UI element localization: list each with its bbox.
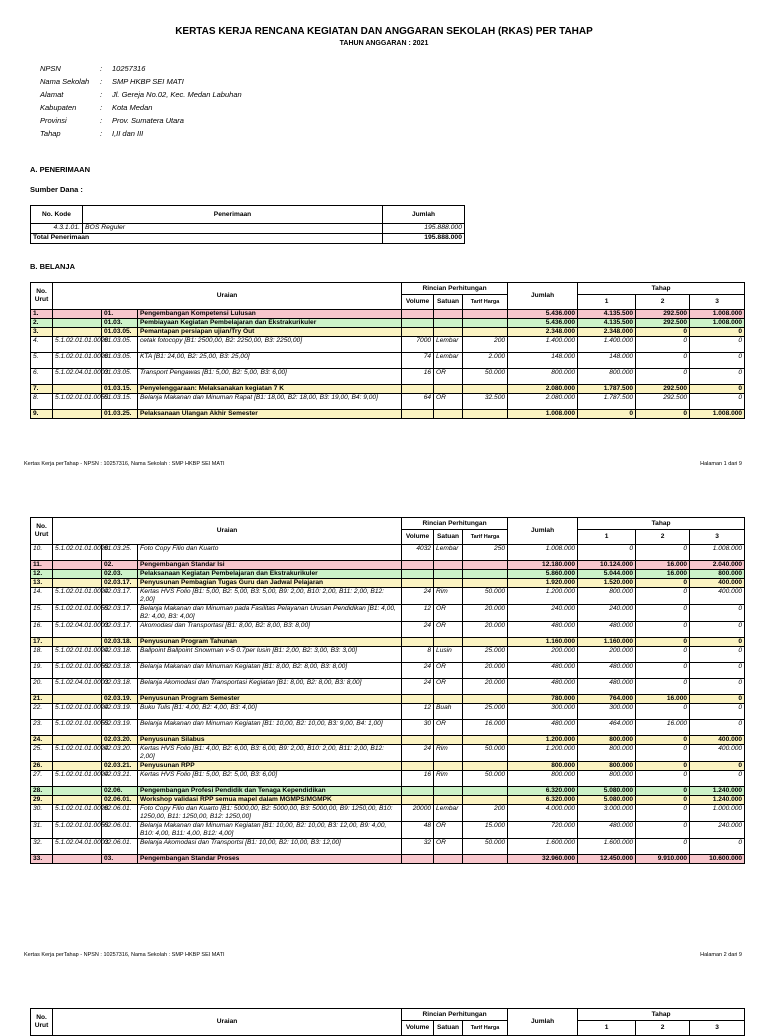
col-header: No. Kode <box>31 206 83 224</box>
table-row: 15. 5.1.02.01.01.0055 02.03.17. Belanja Makanan dan Minuman pada Fasilitas Pelayanan Urusan Pendidikan [B1: 4,00, B2: 4,00, B3: 4,00] 12 OR 20.000 240.000 240.000 0 0 <box>31 605 745 622</box>
col-header: Volume <box>402 295 434 310</box>
col-header: Penerimaan <box>83 206 383 224</box>
belanja-table-page-2 <box>30 517 745 864</box>
info-row: Nama Sekolah : SMP HKBP SEI MATI <box>40 77 184 86</box>
table-row: 14. 5.1.02.01.01.0024 02.03.17. Kertas HVS Folio [B1: 5,00, B2: 5,00, B3: 5,00, B9: 2,00, B10: 2,00, B11: 2,00, B12: 2,00] 24 Rim 50.000 1.200.000 800.000 0 400.000 <box>31 588 745 605</box>
col-header: 2 <box>636 1021 690 1036</box>
col-header: Volume <box>402 1021 434 1036</box>
col-header: Volume <box>402 530 434 545</box>
table-row: 7. 01.03.15. Penyelenggaraan: Melaksanakan kegiatan 7 K 2.080.000 1.787.500 292.500 0 <box>31 385 745 394</box>
page-footer: Kertas Kerja perTahap - NPSN : 10257316, Nama Sekolah : SMP HKBP SEI MATI Halaman 1 dari 9 <box>24 461 742 467</box>
col-header: 1 <box>578 530 636 545</box>
table-row: 26. 02.03.21. Penyusunan RPP 800.000 800.000 0 0 <box>31 762 745 771</box>
table-row: 27. 5.1.02.01.01.0024 02.03.21. Kertas HVS Folio [B1: 5,00, B2: 5,00, B3: 6,00] 16 Rim 50.000 800.000 800.000 0 0 <box>31 771 745 787</box>
col-header: Tahap <box>578 283 745 295</box>
col-header: Satuan <box>434 295 463 310</box>
document-title: KERTAS KERJA RENCANA KEGIATAN DAN ANGGARAN SEKOLAH (RKAS) PER TAHAP <box>175 26 593 37</box>
table-row: 32. 5.1.02.04.01.0003 02.06.01. Belanja Akomodasi dan Transportsi [B1: 10,00, B2: 10,00, B3: 12,00] 32 OR 50.000 1.600.000 1.600.000 0 0 <box>31 839 745 855</box>
col-header: 3 <box>690 530 745 545</box>
table-row: 11. 02. Pengembangan Standar Isi 12.180.000 10.124.000 16.000 2.040.000 <box>31 561 745 570</box>
table-row: 5. 5.1.02.01.01.0026 01.03.05. KTA [B1: 24,00, B2: 25,00, B3: 25,00] 74 Lembar 2.000 148.000 148.000 0 0 <box>31 353 745 369</box>
belanja-table-page-1 <box>30 282 745 419</box>
table-row: 17. 02.03.18. Penyusunan Program Tahunan 1.160.000 1.160.000 0 0 <box>31 638 745 647</box>
col-header: Tahap <box>578 1009 745 1021</box>
col-header: No. Urut <box>31 1009 53 1036</box>
info-row: Provinsi : Prov. Sumatera Utara <box>40 116 184 125</box>
school-info <box>40 62 242 140</box>
table-row: 18. 5.1.02.01.01.0024 02.03.18. Ballpoint Ballpoint Snowman v-5 0.7per lusin [B1: 2,00, B2: 3,00, B3: 3,00] 8 Lusin 25.000 200.000 200.000 0 0 <box>31 647 745 663</box>
table-row: 9. 01.03.25. Pelaksanaan Ulangan Akhir Semester 1.008.000 0 0 1.008.000 <box>31 410 745 419</box>
col-header: Jumlah <box>508 518 578 545</box>
table-row: 16. 5.1.02.04.01.0003 02.03.17. Akomodasi dan Transportasi [B1: 8,00, B2: 8,00, B3: 8,00] 24 OR 20.000 480.000 480.000 0 0 <box>31 622 745 638</box>
table-row: 29. 02.06.01. Workshop validasi RPP semua mapel dalam MGMPS/MGMPK 6.320.000 5.080.000 0 1.240.000 <box>31 796 745 805</box>
col-header: No. Urut <box>31 518 53 545</box>
table-row: 8. 5.1.02.01.01.0055 01.03.15. Belanja Makanan dan Minuman Rapat [B1: 18,00, B2: 18,00, B3: 19,00, B4: 9,00] 64 OR 32.500 2.080.000 1.787.500 292.500 0 <box>31 394 745 410</box>
table-row: 4.3.1.01. BOS Reguler 195.888.000 <box>31 224 465 234</box>
page-footer: Kertas Kerja perTahap - NPSN : 10257316, Nama Sekolah : SMP HKBP SEI MATI Halaman 2 dari 9 <box>24 952 742 958</box>
sumber-dana-label: Sumber Dana : <box>30 185 83 194</box>
col-header: 2 <box>636 530 690 545</box>
table-row: 25. 5.1.02.01.01.0024 02.03.20. Kertas HVS Folio [B1: 4,00, B2: 6,00, B3: 6,00, B9: 2,00, B10: 2,00, B11: 2,00, B12: 2,00] 24 Rim 50.000 1.200.000 800.000 0 400.000 <box>31 745 745 762</box>
table-row: 23. 5.1.02.01.01.0055 02.03.19. Belanja Makanan dan Minuman Kegiatan [B1: 10,00, B2: 10,00, B3: 9,00, B4: 1,00] 30 OR 16.000 480.000 464.000 16.000 0 <box>31 720 745 736</box>
col-header: No. Urut <box>31 283 53 310</box>
table-row: 3. 01.03.05. Pemantapan persiapan ujian/Try Out 2.348.000 2.348.000 0 0 <box>31 328 745 337</box>
col-header: 1 <box>578 1021 636 1036</box>
section-belanja: B. BELANJA <box>30 262 76 271</box>
col-header: Uraian <box>53 518 402 545</box>
table-row: 6. 5.1.02.04.01.0003 01.03.05. Transport Pengawas [B1: 5,00, B2: 5,00, B3: 6,00] 16 OR 50.000 800.000 800.000 0 0 <box>31 369 745 385</box>
table-row: 4. 5.1.02.01.01.0026 01.03.05. cetak fotocopy [B1: 2500,00, B2: 2250,00, B3: 2250,00] 7000 Lembar 200 1.400.000 1.400.000 0 0 <box>31 337 745 353</box>
col-header: Tarif Harga <box>463 530 508 545</box>
table-row: 1. 01. Pengembangan Kompetensi Lulusan 5.436.000 4.135.500 292.500 1.008.000 <box>31 310 745 319</box>
col-header: 3 <box>690 1021 745 1036</box>
table-row: 13. 02.03.17. Penyusunan Pembagian Tugas Guru dan Jadwal Pelajaran 1.920.000 1.520.000 0 400.000 <box>31 579 745 588</box>
col-header: Satuan <box>434 530 463 545</box>
col-header: 2 <box>636 295 690 310</box>
table-row: 33. 03. Pengembangan Standar Proses 32.960.000 12.450.000 9.910.000 10.600.000 <box>31 855 745 864</box>
info-row: Alamat : Jl. Gereja No.02, Kec. Medan Labuhan <box>40 90 242 99</box>
section-penerimaan: A. PENERIMAAN <box>30 165 91 174</box>
total-row: Total Penerimaan 195.888.000 <box>31 234 465 244</box>
table-row: 31. 5.1.02.01.01.0055 02.06.01. Belanja Makanan dan Minuman Kegiatan [B1: 10,00, B2: 10,00, B3: 12,00, B9: 4,00, B10: 4,00, B11: 4,00, B12: 4,00] 48 OR 15.000 720.000 480.000 0 240.000 <box>31 822 745 839</box>
col-header: Tarif Harga <box>463 1021 508 1036</box>
col-header: Tarif Harga <box>463 295 508 310</box>
col-header: Rincian Perhitungan <box>402 518 508 530</box>
info-row: Kabupaten : Kota Medan <box>40 103 153 112</box>
table-row: 10. 5.1.02.01.01.0026 01.03.25. Foto Copy Filio dan Kuarto 4032 Lembar 250 1.008.000 0 0 1.008.000 <box>31 545 745 561</box>
col-header: Uraian <box>53 283 402 310</box>
table-row: 20. 5.1.02.04.01.0003 02.03.18. Belanja Akomodasi dan Transportasi Kegiatan [B1: 8,00, B2: 8,00, B3: 8,00] 24 OR 20.000 480.000 480.000 0 0 <box>31 679 745 695</box>
col-header: Jumlah <box>508 1009 578 1036</box>
table-row: 24. 02.03.20. Penyusunan Silabus 1.200.000 800.000 0 400.000 <box>31 736 745 745</box>
col-header: Jumlah <box>508 283 578 310</box>
col-header: Tahap <box>578 518 745 530</box>
table-row: 2. 01.03. Pembiayaan Kegiatan Pembelajaran dan Ekstrakurikuler 5.436.000 4.135.500 292.500 1.008.000 <box>31 319 745 328</box>
table-row: 22. 5.1.02.01.01.0024 02.03.19. Buku Tulis [B1: 4,00, B2: 4,00, B3: 4,00] 12 Buah 25.000 300.000 300.000 0 0 <box>31 704 745 720</box>
document-subtitle: TAHUN ANGGARAN : 2021 <box>339 40 429 47</box>
table-row: 12. 02.03. Pelaksanaan Kegiatan Pembelajaran dan Ekstrakurikuler 5.860.000 5.044.000 16.000 800.000 <box>31 570 745 579</box>
table-row: 28. 02.06. Pengembangan Profesi Pendidik dan Tenaga Kependidikan 6.320.000 5.080.000 0 1.240.000 <box>31 787 745 796</box>
col-header: 1 <box>578 295 636 310</box>
belanja-table-page-3 <box>30 1008 745 1036</box>
col-header: Satuan <box>434 1021 463 1036</box>
col-header: Rincian Perhitungan <box>402 283 508 295</box>
info-row: Tahap : I,II dan III <box>40 129 144 138</box>
col-header: Rincian Perhitungan <box>402 1009 508 1021</box>
info-row: NPSN : 10257316 <box>40 64 146 73</box>
table-row: 21. 02.03.19. Penyusunan Program Semester 780.000 764.000 16.000 0 <box>31 695 745 704</box>
col-header: Jumlah <box>383 206 465 224</box>
col-header: Uraian <box>53 1009 402 1036</box>
table-row: 30. 5.1.02.01.01.0026 02.06.01. Foto Copy Filio dan Kuarto [B1: 5000,00, B2: 5000,00, B3: 5000,00, B9: 1250,00, B10: 1250,00, B11: 1250,00, B12: 1250,00] 20000 Lembar 200 4.000.000 3.000.000 0 1.000.000 <box>31 805 745 822</box>
col-header: 3 <box>690 295 745 310</box>
penerimaan-table <box>30 205 465 244</box>
table-row: 19. 5.1.02.01.01.0055 02.03.18. Belanja Makanan dan Minuman Kegiatan [B1: 8,00, B2: 8,00, B3: 8,00] 24 OR 20.000 480.000 480.000 0 0 <box>31 663 745 679</box>
